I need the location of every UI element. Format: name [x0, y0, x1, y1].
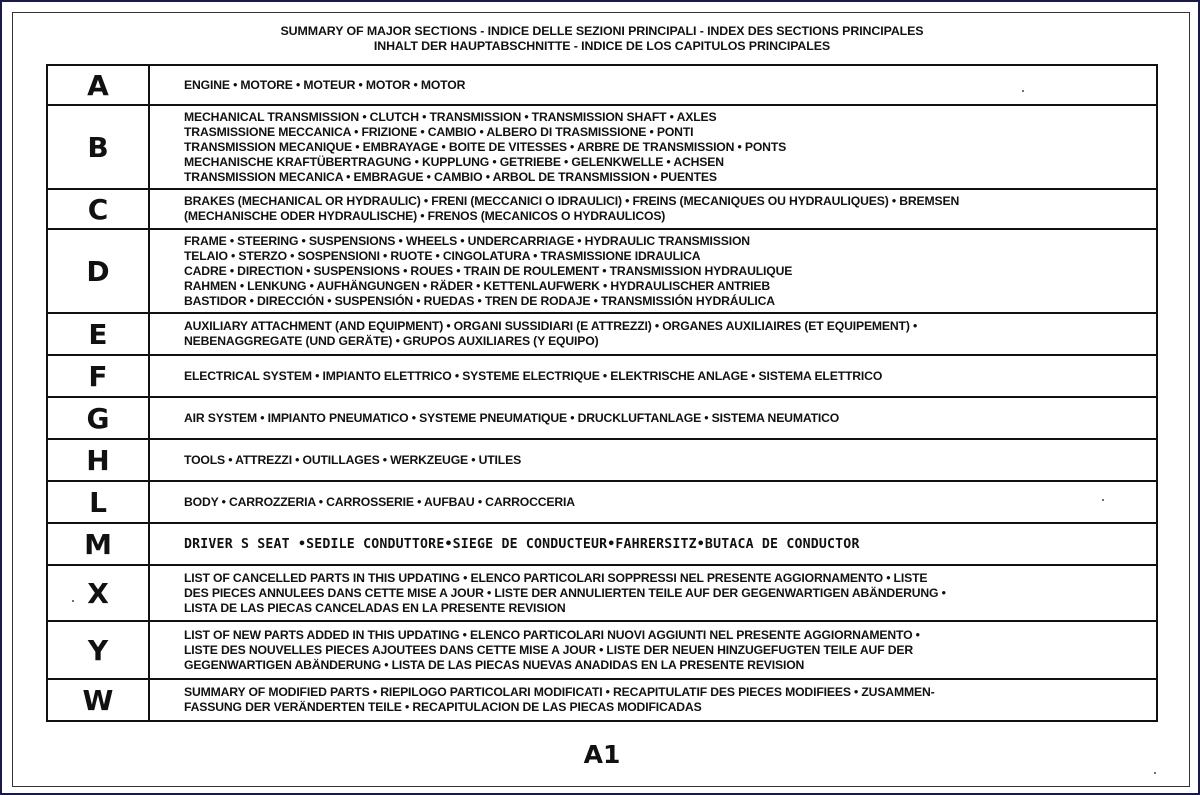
- section-letter: X: [47, 565, 149, 621]
- section-row-h: [47, 439, 1157, 481]
- description-line: BRAKES (MECHANICAL OR HYDRAULIC) • FRENI (MECCANICI O IDRAULICI) • FREINS (MECANIQUES OU HYDRAULIQUES) • BREMSEN: [184, 194, 960, 208]
- scan-speck: [1154, 772, 1156, 774]
- section-description: [149, 65, 1157, 105]
- section-description: [149, 565, 1157, 621]
- document-header: [2, 24, 1200, 54]
- section-description: [149, 397, 1157, 439]
- description-line: BASTIDOR • DIRECCIÓN • SUSPENSIÓN • RUEDAS • TREN DE RODAJE • TRANSMISSIÓN HYDRÁULICA: [184, 293, 775, 308]
- description-line: FRAME • STEERING • SUSPENSIONS • WHEELS • UNDERCARRIAGE • HYDRAULIC TRANSMISSION: [184, 233, 750, 248]
- description-line: ENGINE • MOTORE • MOTEUR • MOTOR • MOTOR: [184, 77, 466, 92]
- section-row-d: [47, 229, 1157, 313]
- section-description: [149, 439, 1157, 481]
- description-line: SUMMARY OF MODIFIED PARTS • RIEPILOGO PARTICOLARI MODIFICATI • RECAPITULATIF DES PIECES MODIFIEES • ZUSAMMEN-: [184, 685, 935, 699]
- description-line: RAHMEN • LENKUNG • AUFHÄNGUNGEN • RÄDER • KETTENLAUFWERK • HYDRAULISCHER ANTRIEB: [184, 278, 770, 293]
- section-row-b: [47, 105, 1157, 189]
- section-letter: F: [47, 355, 149, 397]
- section-description: [149, 679, 1157, 721]
- section-description: [149, 523, 1157, 565]
- section-description: [149, 189, 1157, 229]
- description-line: DRIVER S SEAT •SEDILE CONDUTTORE•SIEGE DE CONDUCTEUR•FAHRERSITZ•BUTACA DE CONDUCTOR: [184, 536, 860, 552]
- description-line: TRANSMISSION MECANIQUE • EMBRAYAGE • BOITE DE VITESSES • ARBRE DE TRANSMISSION • PONTS: [184, 139, 787, 154]
- section-description: [149, 313, 1157, 355]
- scan-speck: [1022, 90, 1024, 92]
- section-row-c: [47, 189, 1157, 229]
- description-line: DES PIECES ANNULEES DANS CETTE MISE A JOUR • LISTE DER ANNULIERTEN TEILE AUF DER GEGENWARTIGEN ABÄNDERUNG •: [184, 585, 946, 600]
- description-line: LISTA DE LAS PIECAS CANCELADAS EN LA PRESENTE REVISION: [184, 600, 566, 615]
- description-line: FASSUNG DER VERÄNDERTEN TEILE • RECAPITULACION DE LAS PIECAS MODIFICADAS: [184, 700, 702, 714]
- section-row-y: [47, 621, 1157, 679]
- section-row-f: [47, 355, 1157, 397]
- section-description: [149, 229, 1157, 313]
- section-row-w: [47, 679, 1157, 721]
- description-line: AUXILIARY ATTACHMENT (AND EQUIPMENT) • ORGANI SUSSIDIARI (E ATTREZZI) • ORGANES AUXILIAIRES (ET EQUIPEMENT) •: [184, 319, 918, 333]
- scan-speck: [72, 600, 74, 602]
- section-letter: D: [47, 229, 149, 313]
- section-row-e: [47, 313, 1157, 355]
- section-letter: A: [47, 65, 149, 105]
- section-row-a: [47, 65, 1157, 105]
- section-description: [149, 105, 1157, 189]
- section-description: [149, 481, 1157, 523]
- description-line: TOOLS • ATTREZZI • OUTILLAGES • WERKZEUGE • UTILES: [184, 452, 522, 467]
- description-line: TELAIO • STERZO • SOSPENSIONI • RUOTE • CINGOLATURA • TRASMISSIONE IDRAULICA: [184, 248, 701, 263]
- description-line: AIR SYSTEM • IMPIANTO PNEUMATICO • SYSTEME PNEUMATIQUE • DRUCKLUFTANLAGE • SISTEMA NEUMATICO: [184, 410, 840, 425]
- section-letter: M: [47, 523, 149, 565]
- description-line: NEBENAGGREGATE (UND GERÄTE) • GRUPOS AUXILIARES (Y EQUIPO): [184, 334, 599, 348]
- sections-table: [46, 64, 1158, 722]
- section-letter: C: [47, 189, 149, 229]
- section-row-g: [47, 397, 1157, 439]
- section-letter: H: [47, 439, 149, 481]
- description-line: (MECHANISCHE ODER HYDRAULISCHE) • FRENOS (MECANICOS O HYDRAULICOS): [184, 209, 666, 223]
- description-line: CADRE • DIRECTION • SUSPENSIONS • ROUES • TRAIN DE ROULEMENT • TRANSMISSION HYDRAULIQUE: [184, 263, 793, 278]
- section-row-l: [47, 481, 1157, 523]
- section-letter: B: [47, 105, 149, 189]
- section-letter: Y: [47, 621, 149, 679]
- page-number: A1: [583, 740, 621, 769]
- section-letter: E: [47, 313, 149, 355]
- header-title-line-2: INHALT DER HAUPTABSCHNITTE - INDICE DE LOS CAPITULOS PRINCIPALES: [373, 39, 831, 53]
- section-description: [149, 621, 1157, 679]
- description-line: MECHANICAL TRANSMISSION • CLUTCH • TRANSMISSION • TRANSMISSION SHAFT • AXLES: [184, 109, 717, 124]
- description-line: ELECTRICAL SYSTEM • IMPIANTO ELETTRICO • SYSTEME ELECTRIQUE • ELEKTRISCHE ANLAGE • SISTEMA ELETTRICO: [184, 368, 883, 383]
- description-line: BODY • CARROZZERIA • CARROSSERIE • AUFBAU • CARROCCERIA: [184, 494, 575, 509]
- section-letter: L: [47, 481, 149, 523]
- section-letter: G: [47, 397, 149, 439]
- description-line: LIST OF CANCELLED PARTS IN THIS UPDATING • ELENCO PARTICOLARI SOPPRESSI NEL PRESENTE AGGIORNAMENTO • LISTE: [184, 570, 928, 585]
- description-line: MECHANISCHE KRAFTÜBERTRAGUNG • KUPPLUNG • GETRIEBE • GELENKWELLE • ACHSEN: [184, 154, 724, 169]
- section-row-x: [47, 565, 1157, 621]
- header-title-line-1: SUMMARY OF MAJOR SECTIONS - INDICE DELLE SEZIONI PRINCIPALI - INDEX DES SECTIONS PRINCIPALES: [280, 24, 924, 38]
- scan-speck: [1102, 499, 1104, 501]
- section-letter: W: [47, 679, 149, 721]
- section-row-m: [47, 523, 1157, 565]
- section-description: [149, 355, 1157, 397]
- description-line: LISTE DES NOUVELLES PIECES AJOUTEES DANS CETTE MISE A JOUR • LISTE DER NEUEN HINZUGEFUGTEN TEILE AUF DER: [184, 642, 914, 657]
- description-line: TRANSMISSION MECANICA • EMBRAGUE • CAMBIO • ARBOL DE TRANSMISSION • PUENTES: [184, 169, 717, 184]
- description-line: TRASMISSIONE MECCANICA • FRIZIONE • CAMBIO • ALBERO DI TRASMISSIONE • PONTI: [184, 124, 694, 139]
- description-line: LIST OF NEW PARTS ADDED IN THIS UPDATING • ELENCO PARTICOLARI NUOVI AGGIUNTI NEL PRESENTE AGGIORNAMENTO •: [184, 627, 920, 642]
- description-line: GEGENWARTIGEN ABÄNDERUNG • LISTA DE LAS PIECAS NUEVAS ANADIDAS EN LA PRESENTE REVISION: [184, 657, 805, 672]
